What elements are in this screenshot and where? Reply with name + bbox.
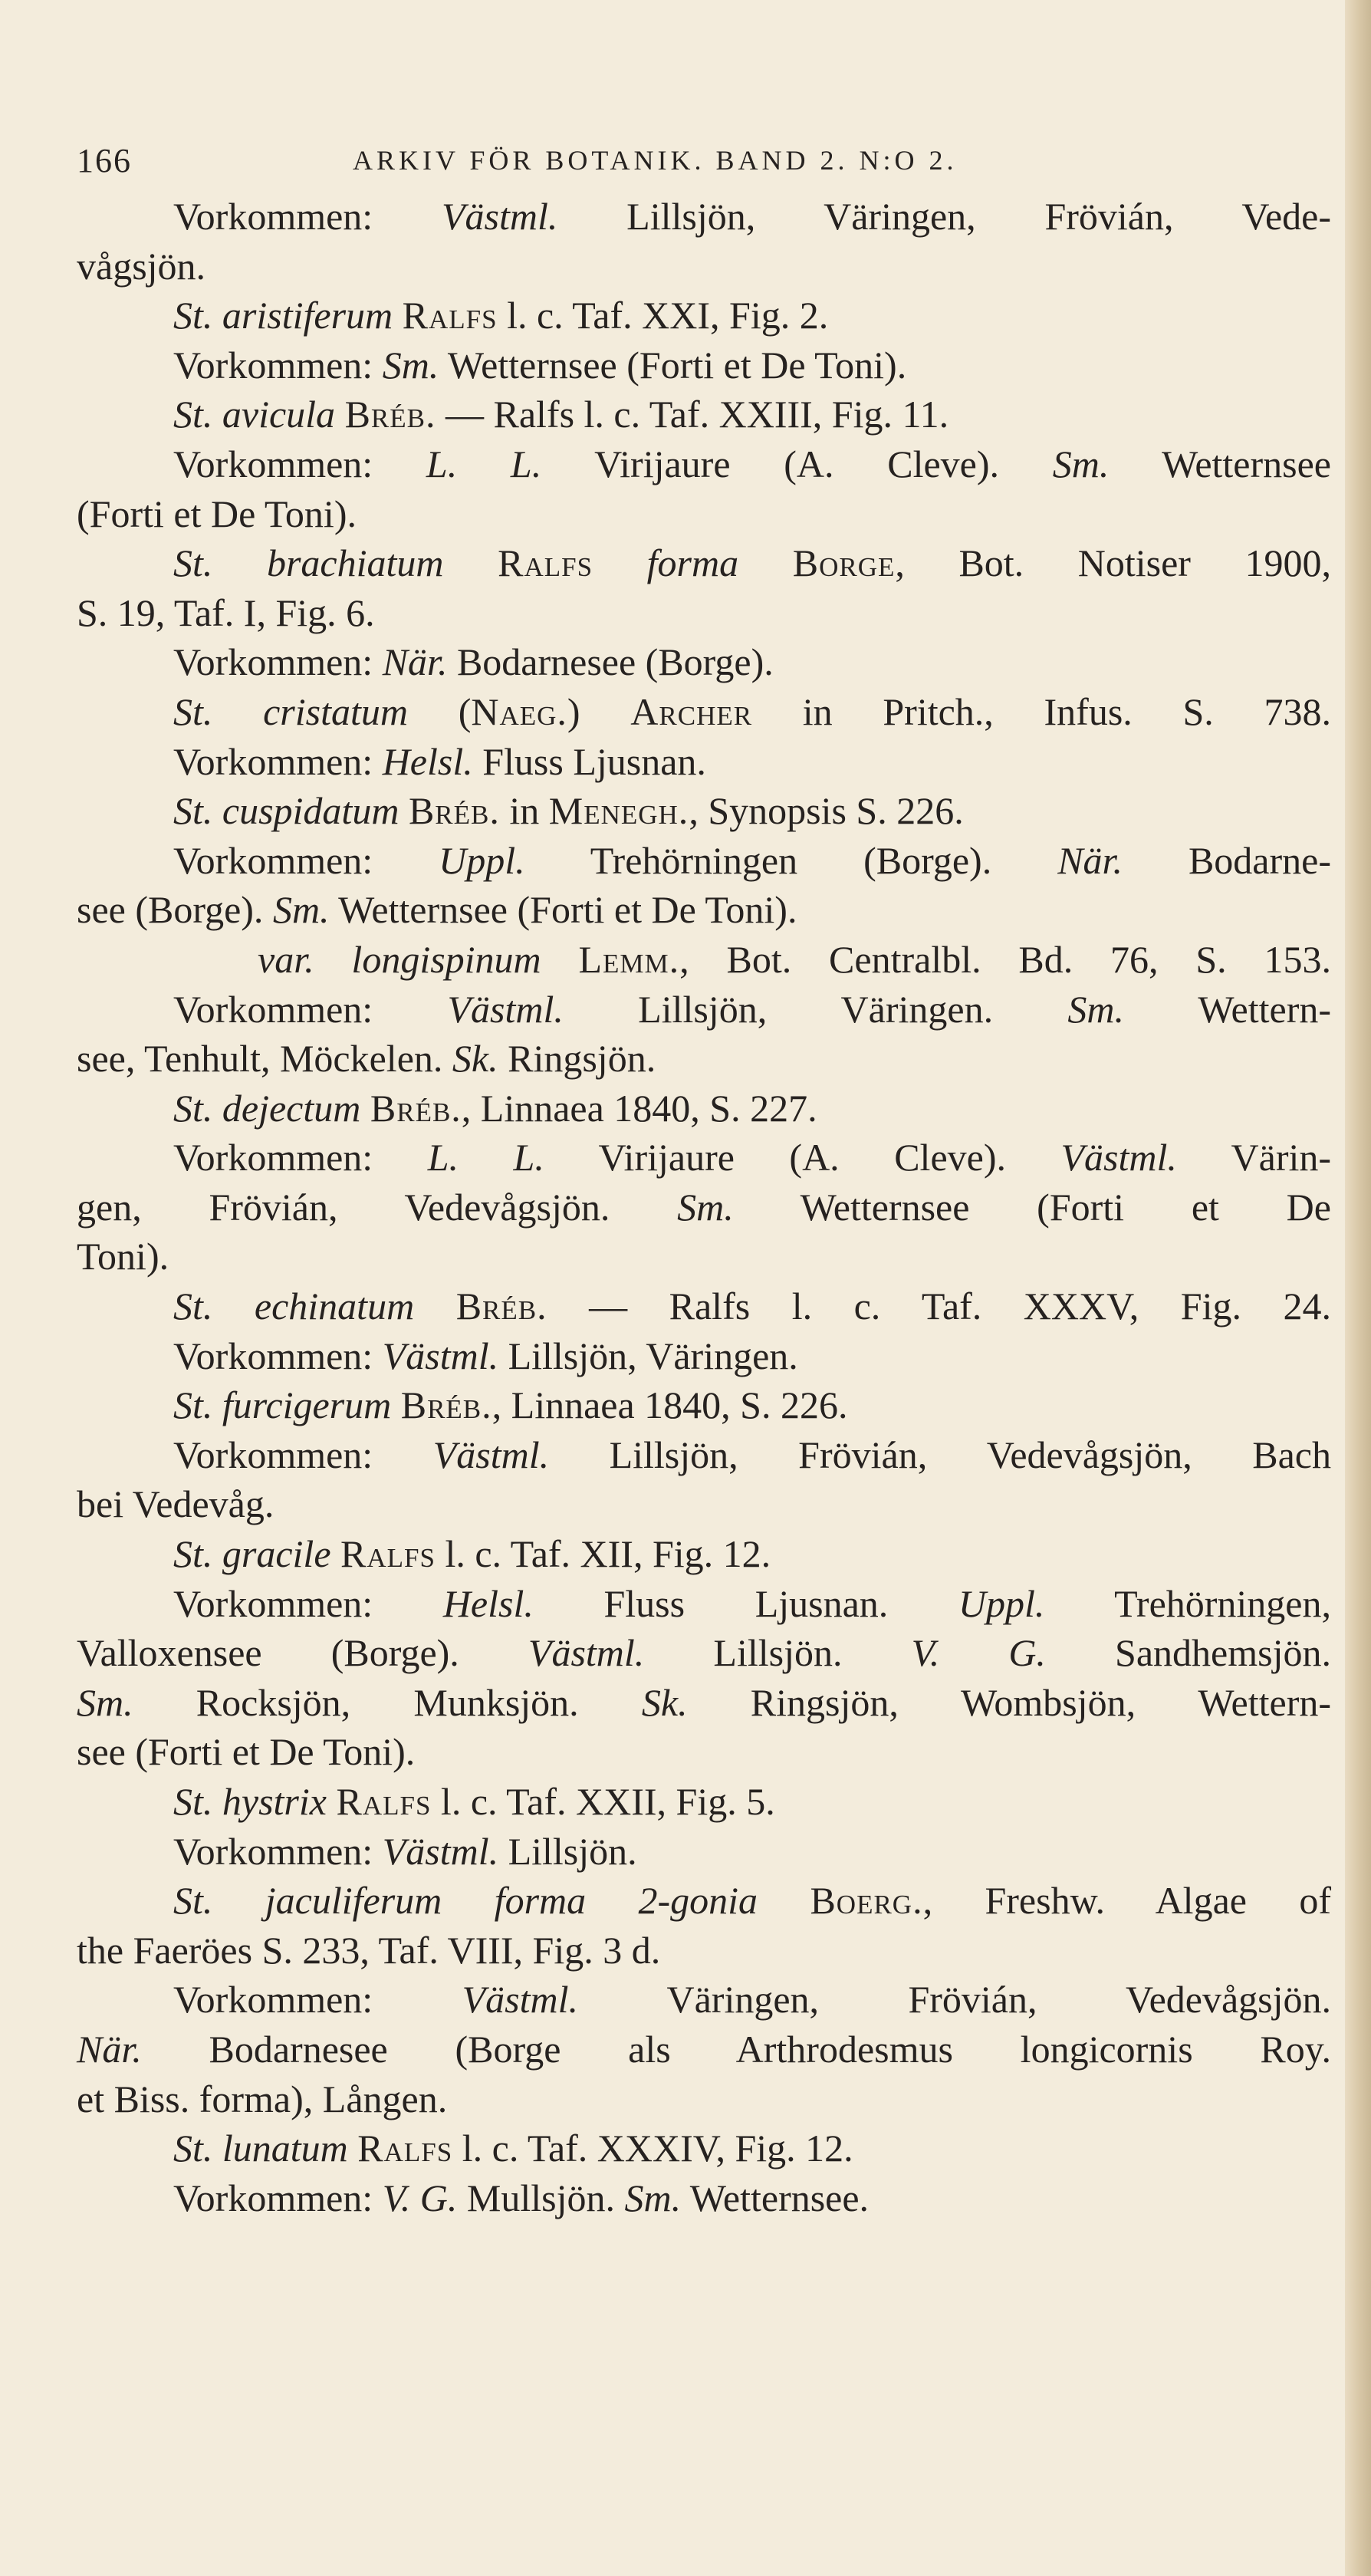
text-line bbox=[77, 687, 1331, 737]
text-segment: Vorkommen: bbox=[173, 2176, 383, 2219]
text-segment: (Forti et De Toni). bbox=[77, 492, 357, 535]
text-segment: Bodarnesee (Borge als Arthrodesmus longicornis Roy. bbox=[141, 2027, 1331, 2071]
text-line bbox=[77, 1876, 1331, 1926]
text-line bbox=[77, 985, 1331, 1035]
text-segment: Sandhemsjön. bbox=[1045, 1631, 1331, 1675]
text-segment: Vorkommen: bbox=[173, 343, 383, 387]
text-segment: Bodarnesee (Borge). bbox=[447, 640, 774, 684]
text-line bbox=[77, 737, 1331, 787]
text-line bbox=[77, 1331, 1331, 1381]
italic-text: Helsl. bbox=[382, 739, 473, 783]
italic-text: St. hystrix bbox=[173, 1780, 327, 1823]
text-segment: Valloxensee (Borge). bbox=[77, 1631, 528, 1675]
text-segment: Väringen, Frövián, Vedevågsjön. bbox=[578, 1978, 1331, 2022]
italic-text: Sm. bbox=[624, 2176, 682, 2219]
italic-text: Sm. bbox=[77, 1680, 133, 1724]
italic-text: Sk. bbox=[452, 1037, 498, 1081]
text-segment: , Linnaea 1840, S. 226. bbox=[492, 1383, 848, 1427]
author-name: Bréb. bbox=[344, 393, 436, 436]
text-line bbox=[77, 2074, 1331, 2124]
text-segment: Fluss Ljusnan. bbox=[533, 1581, 958, 1625]
text-line bbox=[77, 885, 1331, 935]
italic-text: Västml. bbox=[382, 1829, 499, 1873]
text-segment: Wetternsee (Forti et De Toni). bbox=[329, 888, 797, 932]
text-segment: ) bbox=[567, 689, 631, 733]
text-segment: l. c. Taf. XII, Fig. 12. bbox=[435, 1532, 771, 1576]
text-line bbox=[77, 1529, 1331, 1579]
author-name: Boerg. bbox=[810, 1879, 923, 1923]
text-segment bbox=[541, 938, 579, 981]
text-line bbox=[77, 1084, 1331, 1133]
text-segment: Virijaure (A. Cleve). bbox=[544, 1136, 1061, 1179]
text-segment: Vorkommen: bbox=[173, 640, 383, 684]
italic-text: Sm. bbox=[272, 888, 330, 932]
text-segment: vågsjön. bbox=[77, 244, 206, 288]
text-line bbox=[77, 1579, 1331, 1629]
text-segment: Värin- bbox=[1176, 1136, 1332, 1179]
text-segment: Rocksjön, Munksjön. bbox=[133, 1680, 642, 1724]
text-line bbox=[77, 1232, 1331, 1281]
italic-text: Sm. bbox=[1052, 442, 1110, 485]
italic-text: Uppl. bbox=[958, 1581, 1045, 1625]
text-segment: — Ralfs l. c. Taf. XXIII, Fig. 11. bbox=[436, 393, 949, 436]
text-line bbox=[77, 2025, 1331, 2074]
italic-text: Sk. bbox=[641, 1680, 688, 1724]
text-segment: Wettern- bbox=[1123, 987, 1331, 1031]
page-edge bbox=[1345, 0, 1371, 2576]
text-segment: Wetternsee. bbox=[681, 2176, 870, 2219]
italic-text: Sm. bbox=[1067, 987, 1124, 1031]
author-name: Ralfs bbox=[498, 541, 593, 585]
italic-text: V. G. bbox=[911, 1631, 1046, 1675]
text-segment: in bbox=[499, 789, 549, 833]
text-line bbox=[77, 1034, 1331, 1084]
italic-text: St. brachiatum bbox=[173, 541, 444, 585]
text-segment bbox=[444, 541, 498, 584]
text-line bbox=[77, 2124, 1331, 2173]
italic-text: Västml. bbox=[1060, 1136, 1177, 1179]
text-segment: , Bot. Notiser 1900, bbox=[895, 541, 1332, 585]
italic-text: St. cristatum bbox=[173, 689, 408, 733]
text-line bbox=[77, 2173, 1331, 2223]
italic-text: Sm. bbox=[382, 343, 439, 387]
text-segment: Vorkommen: bbox=[173, 1829, 383, 1873]
text-segment: l. c. Taf. XXII, Fig. 5. bbox=[431, 1780, 775, 1823]
text-line bbox=[77, 637, 1331, 687]
text-segment: Wetternsee bbox=[1109, 442, 1331, 485]
italic-text: St. jaculiferum forma 2-gonia bbox=[173, 1879, 758, 1923]
text-segment: Vorkommen: bbox=[173, 1581, 443, 1625]
italic-text: Västml. bbox=[382, 1334, 499, 1377]
italic-text: Västml. bbox=[528, 1631, 645, 1675]
italic-text: Sm. bbox=[677, 1185, 734, 1229]
text-segment bbox=[335, 393, 345, 436]
text-segment: , Bot. Centralbl. Bd. 76, S. 153. bbox=[679, 937, 1331, 981]
text-line bbox=[77, 1380, 1331, 1430]
text-line bbox=[77, 1281, 1331, 1331]
text-segment: Toni). bbox=[77, 1235, 169, 1278]
text-segment: Vorkommen: bbox=[173, 1136, 428, 1179]
author-name: Bréb. bbox=[455, 1285, 547, 1328]
text-segment: Ringsjön. bbox=[498, 1037, 656, 1081]
page-number: 166 bbox=[77, 142, 132, 179]
text-segment: see (Borge). bbox=[77, 888, 273, 932]
italic-text: St. dejectum bbox=[173, 1086, 361, 1130]
text-segment: bei Vedevåg. bbox=[77, 1482, 275, 1526]
text-segment: et Biss. forma), Lången. bbox=[77, 2077, 448, 2120]
italic-text: När. bbox=[77, 2027, 142, 2071]
text-segment: , Linnaea 1840, S. 227. bbox=[461, 1086, 817, 1130]
text-segment: l. c. Taf. XXXIV, Fig. 12. bbox=[452, 2127, 853, 2170]
text-segment: , Synopsis S. 226. bbox=[689, 789, 964, 833]
text-line bbox=[77, 588, 1331, 638]
text-segment: Vorkommen: bbox=[173, 838, 439, 882]
text-line bbox=[77, 242, 1331, 291]
text-segment: Lillsjön, Väringen. bbox=[498, 1334, 798, 1377]
text-line bbox=[77, 192, 1331, 242]
text-segment: Trehörningen, bbox=[1044, 1581, 1331, 1625]
author-name: Naeg. bbox=[471, 689, 567, 733]
text-line bbox=[77, 439, 1331, 489]
text-segment: in Pritch., Infus. S. 738. bbox=[752, 689, 1331, 733]
running-head bbox=[77, 130, 1331, 192]
italic-text: Västml. bbox=[432, 1433, 550, 1476]
author-name: Ralfs bbox=[340, 1532, 436, 1576]
text-segment: Vorkommen: bbox=[173, 739, 383, 783]
text-segment: S. 19, Taf. I, Fig. 6. bbox=[77, 591, 375, 634]
italic-text: Västml. bbox=[447, 987, 564, 1031]
italic-text: När. bbox=[1057, 838, 1123, 882]
text-segment bbox=[331, 1532, 341, 1575]
text-segment bbox=[758, 1879, 810, 1922]
author-name: Lemm. bbox=[578, 937, 680, 981]
author-name: Ralfs bbox=[357, 2127, 453, 2170]
italic-text: St. lunatum bbox=[173, 2127, 348, 2170]
italic-text: L. L. bbox=[427, 1136, 544, 1179]
text-line bbox=[77, 786, 1331, 836]
author-name: Menegh. bbox=[548, 789, 689, 833]
text-segment: Vorkommen: bbox=[173, 987, 448, 1031]
text-line bbox=[77, 1479, 1331, 1529]
text-segment: Vorkommen: bbox=[173, 195, 442, 238]
text-segment bbox=[593, 541, 647, 584]
italic-text: St. furcigerum bbox=[173, 1383, 392, 1427]
text-segment: Virijaure (A. Cleve). bbox=[541, 442, 1053, 485]
text-segment: see, Tenhult, Möckelen. bbox=[77, 1037, 452, 1081]
text-segment bbox=[393, 294, 403, 337]
text-line bbox=[77, 291, 1331, 341]
italic-text: Helsl. bbox=[442, 1581, 534, 1625]
text-segment: Ringsjön, Wombsjön, Wettern- bbox=[687, 1680, 1332, 1724]
author-name: Archer bbox=[630, 689, 753, 733]
text-segment bbox=[399, 789, 409, 832]
text-segment: Lillsjön, Väringen, Frövián, Vede- bbox=[557, 195, 1331, 238]
text-segment: ( bbox=[408, 689, 472, 733]
text-segment: Wetternsee (Forti et De bbox=[733, 1185, 1331, 1229]
text-line bbox=[77, 1975, 1331, 2025]
text-line bbox=[77, 1678, 1331, 1728]
text-segment: Vorkommen: bbox=[173, 442, 426, 485]
text-line bbox=[77, 1628, 1331, 1678]
text-line bbox=[77, 390, 1331, 439]
text-line bbox=[77, 935, 1331, 985]
italic-text: Västml. bbox=[462, 1978, 578, 2022]
italic-text: forma bbox=[646, 541, 739, 585]
text-line bbox=[77, 1926, 1331, 1976]
text-segment: Vorkommen: bbox=[173, 1978, 462, 2022]
book-page bbox=[77, 130, 1331, 2222]
author-name: Ralfs bbox=[336, 1780, 432, 1823]
italic-text: Västml. bbox=[441, 195, 558, 238]
body-text bbox=[77, 192, 1331, 2222]
text-segment: Trehörningen (Borge). bbox=[524, 838, 1058, 882]
author-name: Bréb. bbox=[400, 1383, 492, 1427]
text-line bbox=[77, 1133, 1331, 1183]
author-name: Ralfs bbox=[402, 294, 498, 337]
italic-text: St. gracile bbox=[173, 1532, 331, 1576]
text-line bbox=[77, 538, 1331, 588]
author-name: Bréb. bbox=[408, 789, 500, 833]
text-segment bbox=[327, 1780, 337, 1823]
text-line bbox=[77, 836, 1331, 886]
text-segment: the Faeröes S. 233, Taf. VIII, Fig. 3 d. bbox=[77, 1928, 661, 1972]
italic-text: St. echinatum bbox=[173, 1285, 415, 1328]
text-segment bbox=[738, 541, 793, 584]
running-title: ARKIV FÖR BOTANIK. BAND 2. N:O 2. bbox=[353, 145, 958, 176]
text-segment: — Ralfs l. c. Taf. XXXV, Fig. 24. bbox=[547, 1285, 1332, 1328]
italic-text: St. aristiferum bbox=[173, 294, 393, 337]
text-segment bbox=[391, 1383, 401, 1426]
author-name: Borge bbox=[792, 541, 896, 585]
text-segment: Mullsjön. bbox=[457, 2176, 625, 2219]
text-line bbox=[77, 1430, 1331, 1480]
author-name: Bréb. bbox=[370, 1086, 462, 1130]
text-segment bbox=[414, 1285, 456, 1327]
text-segment: see (Forti et De Toni). bbox=[77, 1730, 416, 1774]
text-segment: Wetternsee (Forti et De Toni). bbox=[439, 343, 907, 387]
text-segment: l. c. Taf. XXI, Fig. 2. bbox=[497, 294, 829, 337]
text-line bbox=[77, 341, 1331, 390]
italic-text: Uppl. bbox=[439, 838, 525, 882]
text-segment: Bodarne- bbox=[1122, 838, 1331, 882]
italic-text: var. longispinum bbox=[258, 937, 541, 981]
text-line bbox=[77, 1827, 1331, 1877]
text-segment: Vorkommen: bbox=[173, 1334, 383, 1377]
text-segment: Fluss Ljusnan. bbox=[472, 739, 706, 783]
text-segment: Lillsjön, Frövián, Vedevågsjön, Bach bbox=[549, 1433, 1332, 1476]
italic-text: St. avicula bbox=[173, 393, 336, 436]
text-segment bbox=[360, 1087, 370, 1130]
text-line bbox=[77, 1727, 1331, 1777]
italic-text: L. L. bbox=[426, 442, 542, 485]
text-segment: Vorkommen: bbox=[173, 1433, 433, 1476]
italic-text: St. cuspidatum bbox=[173, 789, 399, 833]
italic-text: V. G. bbox=[382, 2176, 458, 2219]
text-segment: , Freshw. Algae of bbox=[922, 1879, 1331, 1923]
text-segment: Lillsjön. bbox=[498, 1829, 637, 1873]
text-segment: Lillsjön, Väringen. bbox=[563, 987, 1068, 1031]
text-segment: gen, Frövián, Vedevågsjön. bbox=[77, 1185, 678, 1229]
text-segment bbox=[348, 2127, 358, 2170]
italic-text: När. bbox=[382, 640, 448, 684]
text-segment: Lillsjön. bbox=[644, 1631, 912, 1675]
text-line bbox=[77, 1183, 1331, 1232]
text-line bbox=[77, 489, 1331, 539]
text-line bbox=[77, 1777, 1331, 1827]
